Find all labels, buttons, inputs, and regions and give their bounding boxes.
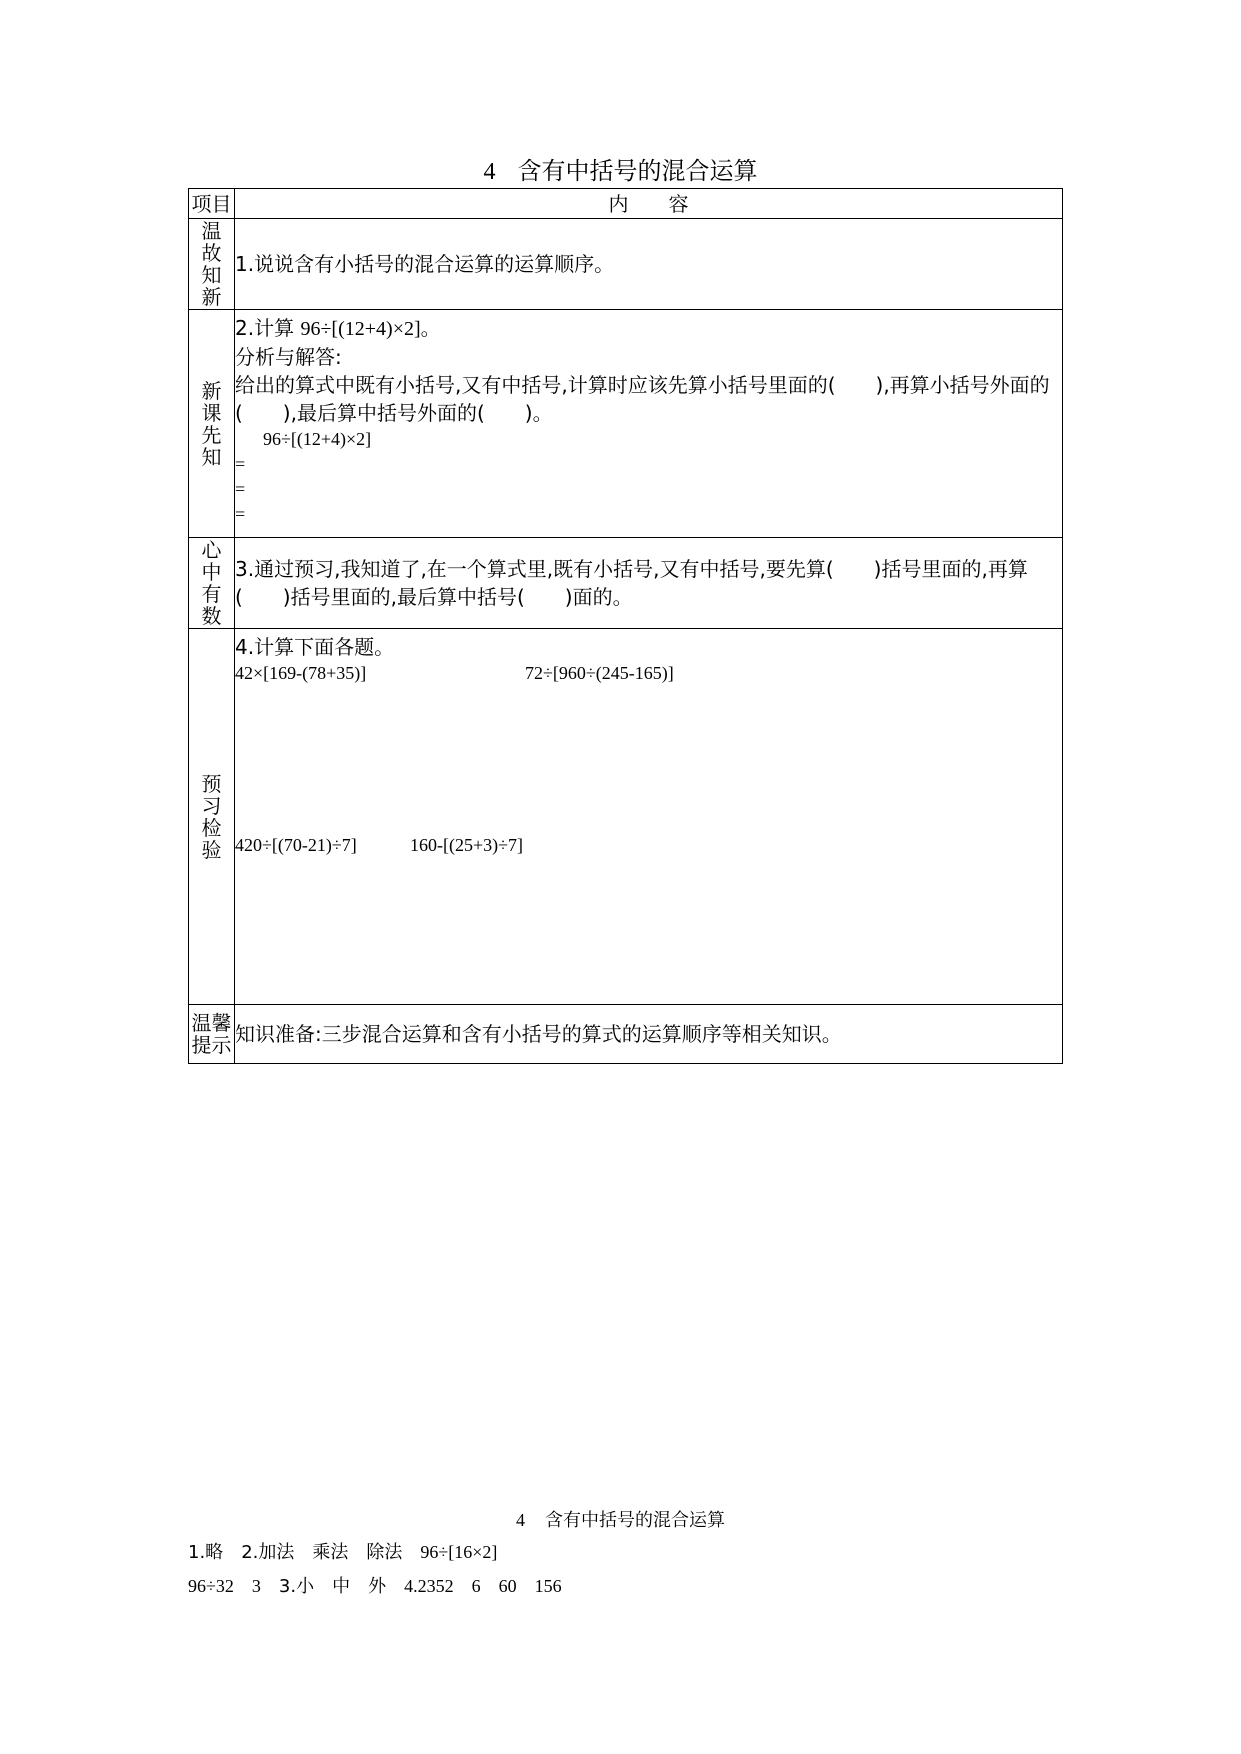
worksheet-table (188, 188, 1063, 1064)
header-item: 项目 (189, 189, 235, 219)
header-content: 内 容 (235, 189, 1063, 219)
exercise-d: 160-[(25+3)÷7] (410, 835, 524, 855)
row-content (235, 1005, 1063, 1064)
row-label: 心中有数 (189, 538, 235, 629)
answers-line-2: 96÷32 3 3.小 中 外 4.2352 6 60 156 (188, 1576, 562, 1597)
row-summary (189, 538, 1063, 629)
exercise-b: 72÷[960÷(245-165)] (525, 663, 674, 683)
row-content (235, 538, 1063, 629)
question-2: 2.计算 96÷[(12+4)×2]。 (235, 316, 441, 340)
row-content (235, 310, 1063, 538)
tip-text: 知识准备:三步混合运算和含有小括号的算式的运算顺序等相关知识。 (235, 1022, 842, 1046)
analysis-text: 给出的算式中既有小括号,又有中括号,计算时应该先算小括号里面的( ),再算小括号外面的( ),最后算中括号外面的( )。 (235, 373, 1050, 425)
expression: 96÷[(12+4)×2] (263, 429, 372, 449)
exercise-c: 420÷[(70-21)÷7] (235, 835, 357, 855)
row-content (235, 629, 1063, 1005)
analysis-label: 分析与解答: (235, 345, 342, 369)
equals-line: = (235, 504, 246, 524)
page-title (0, 156, 1241, 187)
table-header-row (189, 189, 1063, 219)
row-review (189, 219, 1063, 310)
row-new-lesson (189, 310, 1063, 538)
answers-line-1: 1.略 2.加法 乘法 除法 96÷[16×2] (188, 1542, 498, 1563)
row-tip (189, 1005, 1063, 1064)
row-practice (189, 629, 1063, 1005)
row-label: 温故知新 (189, 219, 235, 310)
title-number: 4 (483, 159, 496, 185)
row-content (235, 219, 1063, 310)
row-label: 预习检验 (189, 629, 235, 1005)
equals-line: = (235, 479, 246, 499)
row-label: 温馨提示 (189, 1005, 235, 1064)
title-text: 含有中括号的混合运算 (517, 157, 758, 185)
exercise-a: 42×[169-(78+35)] (235, 663, 367, 683)
question-1: 1.说说含有小括号的混合运算的运算顺序。 (235, 252, 615, 276)
equals-line: = (235, 454, 246, 474)
answers-title: 4 含有中括号的混合运算 (516, 1510, 725, 1531)
row-label: 新课先知 (189, 310, 235, 538)
question-4: 4.计算下面各题。 (235, 635, 395, 659)
question-3: 3.通过预习,我知道了,在一个算式里,既有小括号,又有中括号,要先算( )括号里面的,再算( )括号里面的,最后算中括号( )面的。 (235, 557, 1028, 609)
